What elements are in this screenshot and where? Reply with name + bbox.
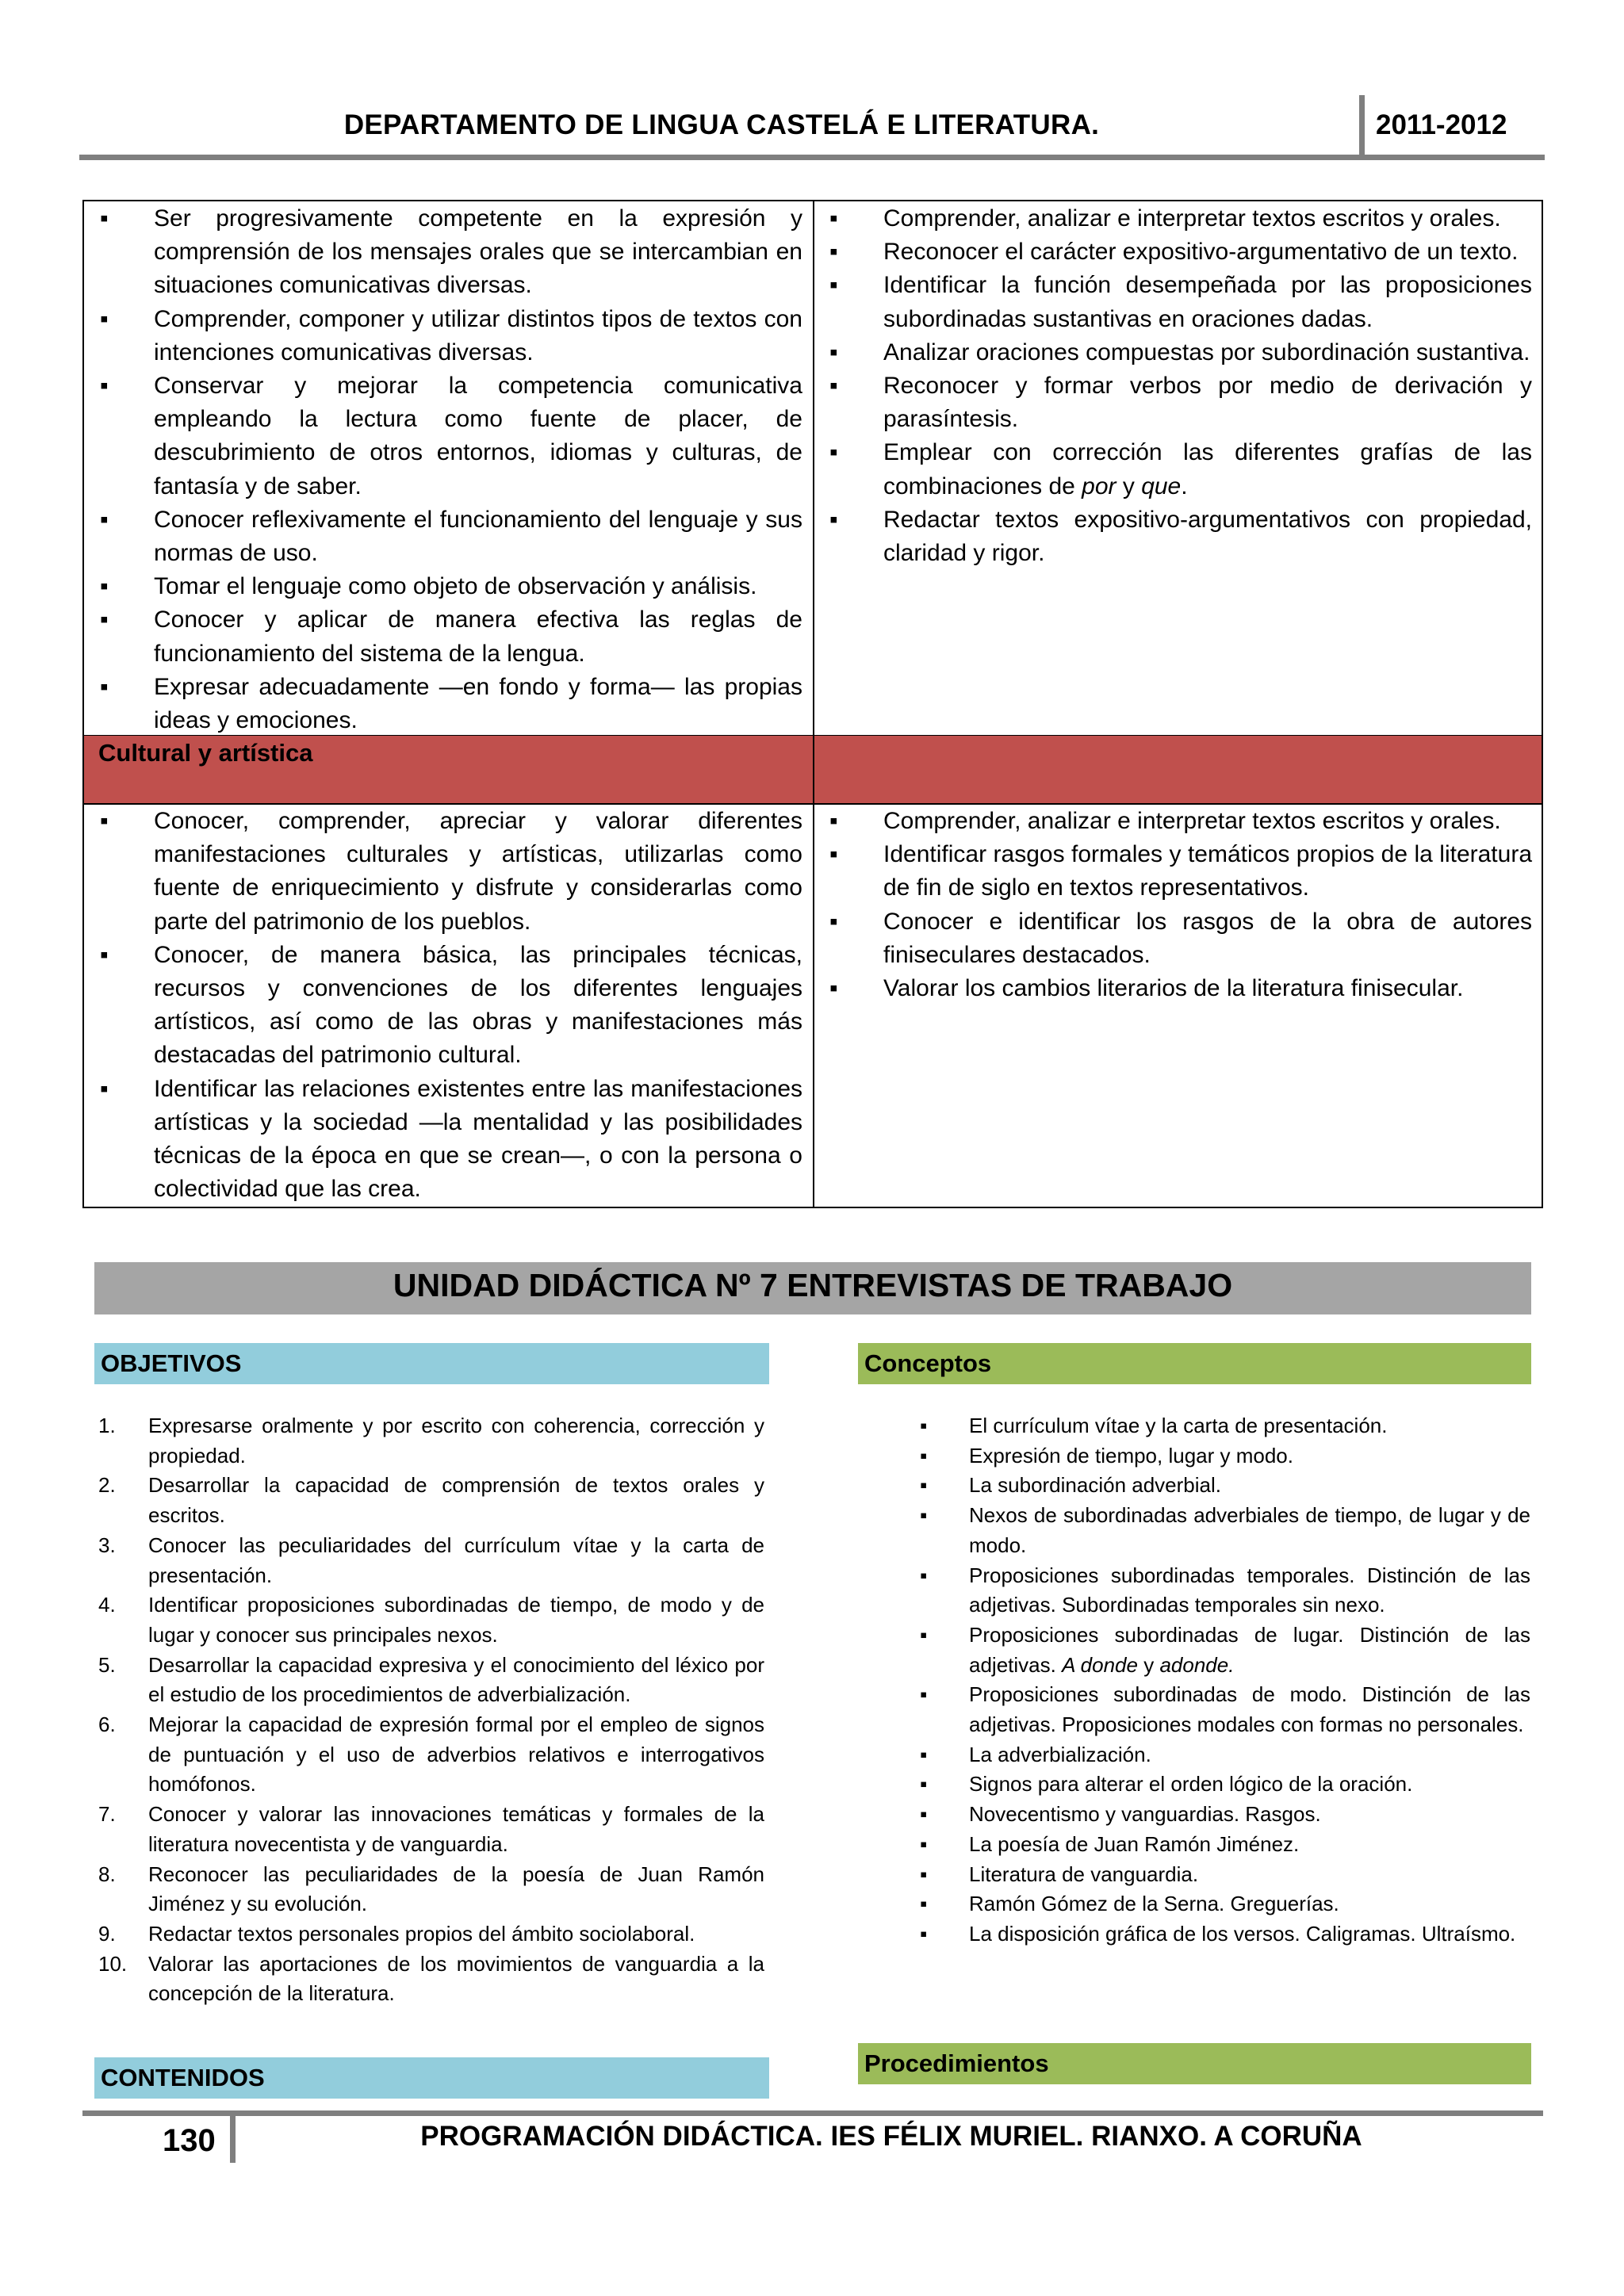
list-item xyxy=(920,1621,1530,1680)
competence-table xyxy=(82,200,1543,1208)
conceptos-heading: Conceptos xyxy=(858,1343,1531,1384)
list-item xyxy=(94,1800,764,1859)
list-item: ▪ Valorar los cambios literarios de la literatura finisecular. xyxy=(818,972,1532,1005)
list-item: ▪ Conocer, de manera básica, las principales técnicas, recursos y convenciones de los diferentes lenguajes artísticos, así como de las obras y manifestaciones más destacadas del patrimonio cultural. xyxy=(89,939,802,1073)
item-number: 9. xyxy=(98,1921,116,1946)
list-item: ▪ Identificar la función desempeñada por las proposiciones subordinadas sustantivas en oraciones dadas. xyxy=(818,269,1532,335)
list-item-text: y xyxy=(1116,473,1142,499)
list-item xyxy=(818,436,1532,503)
list-item xyxy=(94,1919,764,1950)
row1-left-list xyxy=(89,202,802,737)
list-item: ▪ Signos para alterar el orden lógico de la oración. xyxy=(920,1770,1530,1800)
item-text: Redactar textos personales propios del ámbito sociolaboral. xyxy=(148,1921,695,1946)
band-column-divider xyxy=(813,736,814,804)
list-item-text: y xyxy=(1137,1652,1160,1677)
list-item: ▪ Conocer e identificar los rasgos de la obra de autores finiseculares destacados. xyxy=(818,905,1532,972)
item-text: Valorar las aportaciones de los movimientos de vanguardia a la concepción de la literatura. xyxy=(148,1951,764,2006)
list-item xyxy=(94,1531,764,1590)
item-number: 1. xyxy=(98,1414,116,1437)
row1-left-cell xyxy=(89,202,802,737)
list-item-emphasis: por xyxy=(1082,473,1116,499)
list-item: ▪ Expresión de tiempo, lugar y modo. xyxy=(920,1441,1530,1471)
list-item xyxy=(94,1471,764,1530)
list-item: ▪ Nexos de subordinadas adverbiales de tiempo, de lugar y de modo. xyxy=(920,1501,1530,1560)
list-item: ▪ El currículum vítae y la carta de presentación. xyxy=(920,1411,1530,1441)
list-item: ▪ Comprender, analizar e interpretar textos escritos y orales. xyxy=(818,202,1532,235)
list-item-text: Proposiciones subordinadas de lugar. Distinción de las adjetivas. xyxy=(969,1622,1530,1677)
procedimientos-heading: Procedimientos xyxy=(858,2043,1531,2084)
item-text: Desarrollar la capacidad expresiva y el conocimiento del léxico por el estudio de los procedimientos de adverbialización. xyxy=(148,1652,764,1707)
footer-text: PROGRAMACIÓN DIDÁCTICA. IES FÉLIX MURIEL. RIANXO. A CORUÑA xyxy=(420,2121,1362,2152)
list-item: ▪ Tomar el lenguaje como objeto de observación y análisis. xyxy=(89,570,802,603)
row1-right-list xyxy=(818,202,1532,570)
list-item: ▪ La poesía de Juan Ramón Jiménez. xyxy=(920,1830,1530,1860)
item-text: Desarrollar la capacidad de comprensión de textos orales y escritos. xyxy=(148,1473,764,1528)
item-text: Reconocer las peculiaridades de la poesía de Juan Ramón Jiménez y su evolución. xyxy=(148,1862,764,1916)
list-item: ▪ Conocer y aplicar de manera efectiva las reglas de funcionamiento del sistema de la lengua. xyxy=(89,603,802,670)
list-item-text: . xyxy=(1181,473,1188,499)
header-divider xyxy=(1359,95,1365,159)
page-number: 130 xyxy=(163,2123,216,2158)
list-item xyxy=(94,1950,764,2009)
list-item: ▪ Literatura de vanguardia. xyxy=(920,1860,1530,1890)
contenidos-heading: CONTENIDOS xyxy=(94,2057,769,2099)
list-item: ▪ Comprender, analizar e interpretar textos escritos y orales. xyxy=(818,805,1532,838)
list-item-emphasis: que xyxy=(1141,473,1182,499)
list-item: ▪ La adverbialización. xyxy=(920,1740,1530,1770)
list-item xyxy=(94,1411,764,1471)
item-number: 2. xyxy=(98,1473,116,1498)
list-item: ▪ Reconocer y formar verbos por medio de derivación y parasíntesis. xyxy=(818,369,1532,436)
row1-right-cell xyxy=(818,202,1532,570)
footer-rule xyxy=(82,2110,1543,2116)
row2-left-list xyxy=(89,805,802,1206)
row2-left-cell xyxy=(89,805,802,1206)
item-text: Expresarse oralmente y por escrito con coherencia, corrección y propiedad. xyxy=(148,1414,764,1468)
list-item: ▪ Conservar y mejorar la competencia comunicativa empleando la lectura como fuente de placer, de descubrimiento de otros entornos, idiomas y culturas, de fantasía y de saber. xyxy=(89,369,802,503)
list-item: ▪ Conocer, comprender, apreciar y valorar diferentes manifestaciones culturales y artísticas, utilizarlas como fuente de enriquecimiento y disfrute y considerarlas como parte del patrimonio de los pueblos. xyxy=(89,805,802,939)
list-item: ▪ Reconocer el carácter expositivo-argumentativo de un texto. xyxy=(818,235,1532,269)
list-item: ▪ Identificar las relaciones existentes entre las manifestaciones artísticas y la sociedad —la mentalidad y las posibilidades técnicas de la época en que se crean—, o con la persona o colectividad que las crea. xyxy=(89,1073,802,1207)
page-header-year: 2011-2012 xyxy=(1376,109,1507,140)
list-item: ▪ Analizar oraciones compuestas por subordinación sustantiva. xyxy=(818,336,1532,369)
list-item: ▪ Novecentismo y vanguardias. Rasgos. xyxy=(920,1800,1530,1830)
row2-right-list xyxy=(818,805,1532,1005)
list-item xyxy=(94,1860,764,1919)
item-text: Conocer y valorar las innovaciones temáticas y formales de la literatura novecentista y de vanguardia. xyxy=(148,1802,764,1856)
footer-divider xyxy=(230,2110,236,2163)
item-text: Conocer las peculiaridades del currículum vítae y la carta de presentación. xyxy=(148,1533,764,1587)
page-header-title: DEPARTAMENTO DE LINGUA CASTELÁ E LITERATURA. xyxy=(343,109,1100,140)
list-item: ▪ Proposiciones subordinadas de modo. Distinción de las adjetivas. Proposiciones modales con formas no personales. xyxy=(920,1680,1530,1739)
list-item-emphasis: adonde. xyxy=(1159,1652,1235,1677)
list-item: ▪ La disposición gráfica de los versos. Caligramas. Ultraísmo. xyxy=(920,1919,1530,1950)
list-item-emphasis: A donde xyxy=(1062,1652,1138,1677)
item-number: 7. xyxy=(98,1802,116,1827)
list-item: ▪ Ser progresivamente competente en la expresión y comprensión de los mensajes orales que se intercambian en situaciones comunicativas diversas. xyxy=(89,202,802,303)
header-rule xyxy=(79,155,1545,160)
list-item: ▪ Proposiciones subordinadas temporales. Distinción de las adjetivas. Subordinadas temporales sin nexo. xyxy=(920,1561,1530,1621)
list-item xyxy=(94,1590,764,1650)
row2-right-cell xyxy=(818,805,1532,1005)
list-item: ▪ Conocer reflexivamente el funcionamiento del lenguaje y sus normas de uso. xyxy=(89,503,802,570)
list-item xyxy=(94,1710,764,1800)
item-number: 3. xyxy=(98,1533,116,1557)
item-number: 4. xyxy=(98,1593,116,1617)
objetivos-heading: OBJETIVOS xyxy=(94,1343,769,1384)
item-number: 10. xyxy=(98,1951,128,1976)
item-number: 8. xyxy=(98,1862,116,1886)
list-item: ▪ Comprender, componer y utilizar distintos tipos de textos con intenciones comunicativas diversas. xyxy=(89,303,802,369)
list-item: ▪ La subordinación adverbial. xyxy=(920,1471,1530,1501)
list-item: ▪ Redactar textos expositivo-argumentativos con propiedad, claridad y rigor. xyxy=(818,503,1532,570)
list-item-text: Emplear con corrección las diferentes grafías de las combinaciones de xyxy=(883,439,1532,499)
list-item xyxy=(94,1651,764,1710)
list-item: ▪ Identificar rasgos formales y temáticos propios de la literatura de fin de siglo en textos representativos. xyxy=(818,838,1532,905)
item-number: 5. xyxy=(98,1652,116,1677)
item-text: Mejorar la capacidad de expresión formal por el empleo de signos de puntuación y el uso de adverbios relativos e interrogativos homófonos. xyxy=(148,1712,764,1797)
list-item: ▪ Expresar adecuadamente —en fondo y forma— las propias ideas y emociones. xyxy=(89,671,802,737)
objetivos-list xyxy=(94,1411,764,2009)
item-text: Identificar proposiciones subordinadas de tiempo, de modo y de lugar y conocer sus principales nexos. xyxy=(148,1593,764,1647)
list-item: ▪ Ramón Gómez de la Serna. Greguerías. xyxy=(920,1889,1530,1919)
table-column-divider xyxy=(813,201,814,1207)
unit-title: UNIDAD DIDÁCTICA Nº 7 ENTREVISTAS DE TRABAJO xyxy=(393,1267,1233,1303)
cultural-artistica-label: Cultural y artística xyxy=(98,739,313,767)
item-number: 6. xyxy=(98,1712,116,1737)
conceptos-list xyxy=(920,1411,1530,1950)
